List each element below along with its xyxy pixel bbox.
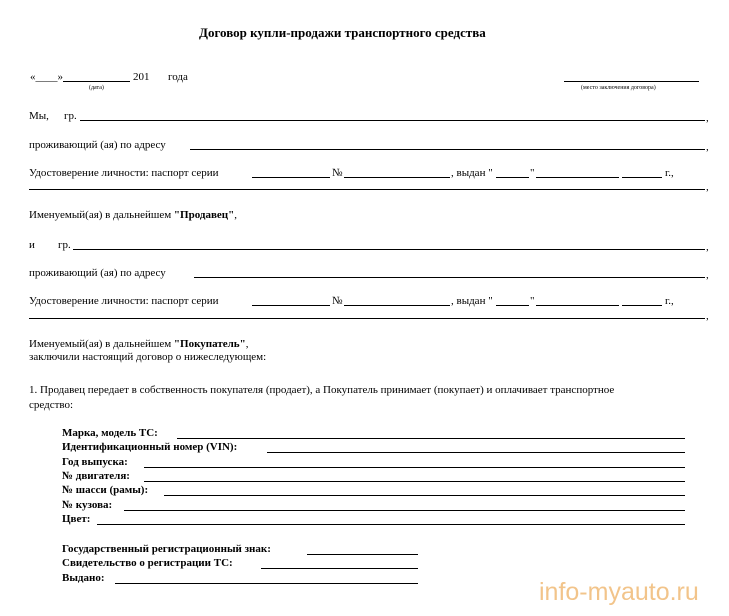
field-body-line xyxy=(124,510,685,511)
and-label: и xyxy=(29,239,35,251)
seller-role-name: "Продавец" xyxy=(173,209,235,221)
comma: , xyxy=(245,338,249,350)
quote: " xyxy=(530,167,535,179)
field-issued-by-line xyxy=(115,583,418,584)
field-chassis-label: № шасси (рамы): xyxy=(62,484,149,496)
buyer-city-label: гр. xyxy=(58,239,71,251)
seller-passport-series-line xyxy=(252,177,330,178)
document-title: Договор купли-продажи транспортного средства xyxy=(199,25,486,40)
buyer-issue-day-line xyxy=(496,305,529,306)
buyer-id-label: Удостоверение личности: паспорт серии xyxy=(29,295,219,307)
buyer-role xyxy=(29,339,248,350)
field-year-line xyxy=(144,467,685,468)
comma: , xyxy=(706,112,709,124)
field-plate-line xyxy=(307,554,418,555)
field-engine-label: № двигателя: xyxy=(62,470,130,482)
buyer-passport-series-line xyxy=(252,305,330,306)
comma: , xyxy=(706,241,709,253)
field-color-line xyxy=(97,524,685,525)
field-year-label: Год выпуска: xyxy=(62,456,128,468)
date-day: «____» xyxy=(30,71,63,83)
buyer-passport-number-line xyxy=(344,305,450,306)
seller-issue-month-line xyxy=(536,177,619,178)
field-color-label: Цвет: xyxy=(62,513,91,525)
date-word: года xyxy=(168,71,188,83)
field-certificate-line xyxy=(261,568,418,569)
comma: , xyxy=(706,181,709,193)
place-line xyxy=(564,81,699,82)
field-issued-by-label: Выдано: xyxy=(62,572,105,584)
buyer-address-line xyxy=(194,277,705,278)
seller-city-label: гр. xyxy=(64,110,77,122)
date-caption: (дата) xyxy=(89,85,104,91)
comma: , xyxy=(706,310,709,322)
comma: , xyxy=(234,209,237,221)
seller-address-label: проживающий (ая) по адресу xyxy=(29,139,166,151)
clause-1-line-2: средство: xyxy=(29,399,74,411)
seller-name-line xyxy=(80,120,705,121)
buyer-issue-year-line xyxy=(622,305,662,306)
number-sign: № xyxy=(332,167,343,179)
issued-label: , выдан " xyxy=(451,167,493,179)
field-plate-label: Государственный регистрационный знак: xyxy=(62,543,271,555)
date-year: 201 xyxy=(133,71,150,83)
seller-issue-year-line xyxy=(622,177,662,178)
field-make-model-label: Марка, модель ТС: xyxy=(62,427,158,439)
seller-id-label: Удостоверение личности: паспорт серии xyxy=(29,167,219,179)
buyer-issuer-line xyxy=(29,318,705,319)
date-month-line xyxy=(63,81,130,82)
buyer-issue-month-line xyxy=(536,305,619,306)
agreement-line: заключили настоящий договор о нижеследующем: xyxy=(29,351,267,363)
comma: , xyxy=(706,141,709,153)
place-caption: (место заключения договора) xyxy=(581,85,656,91)
buyer-role-name: "Покупатель" xyxy=(173,338,246,350)
field-make-model-line xyxy=(177,438,685,439)
comma: , xyxy=(706,269,709,281)
role-prefix: Именуемый(ая) в дальнейшем xyxy=(29,338,172,350)
year-suffix: г., xyxy=(665,295,674,307)
buyer-address-label: проживающий (ая) по адресу xyxy=(29,267,166,279)
issued-label: , выдан " xyxy=(451,295,493,307)
field-vin-line xyxy=(267,452,685,453)
watermark: info-myauto.ru xyxy=(539,578,699,606)
year-suffix: г., xyxy=(665,167,674,179)
number-sign: № xyxy=(332,295,343,307)
quote: " xyxy=(530,295,535,307)
seller-role xyxy=(29,210,237,221)
field-certificate-label: Свидетельство о регистрации ТС: xyxy=(62,557,233,569)
field-vin-label: Идентификационный номер (VIN): xyxy=(62,441,238,453)
we-label: Мы, xyxy=(29,110,49,122)
field-engine-line xyxy=(144,481,685,482)
seller-passport-number-line xyxy=(344,177,450,178)
clause-1-line-1: 1. Продавец передает в собственность покупателя (продает), а Покупатель принимает (покупает) и оплачивает транспортное xyxy=(29,384,615,396)
field-chassis-line xyxy=(164,495,685,496)
buyer-name-line xyxy=(73,249,705,250)
field-body-label: № кузова: xyxy=(62,499,113,511)
seller-address-line xyxy=(190,149,705,150)
seller-issuer-line xyxy=(29,189,705,190)
seller-issue-day-line xyxy=(496,177,529,178)
role-prefix: Именуемый(ая) в дальнейшем xyxy=(29,209,172,221)
